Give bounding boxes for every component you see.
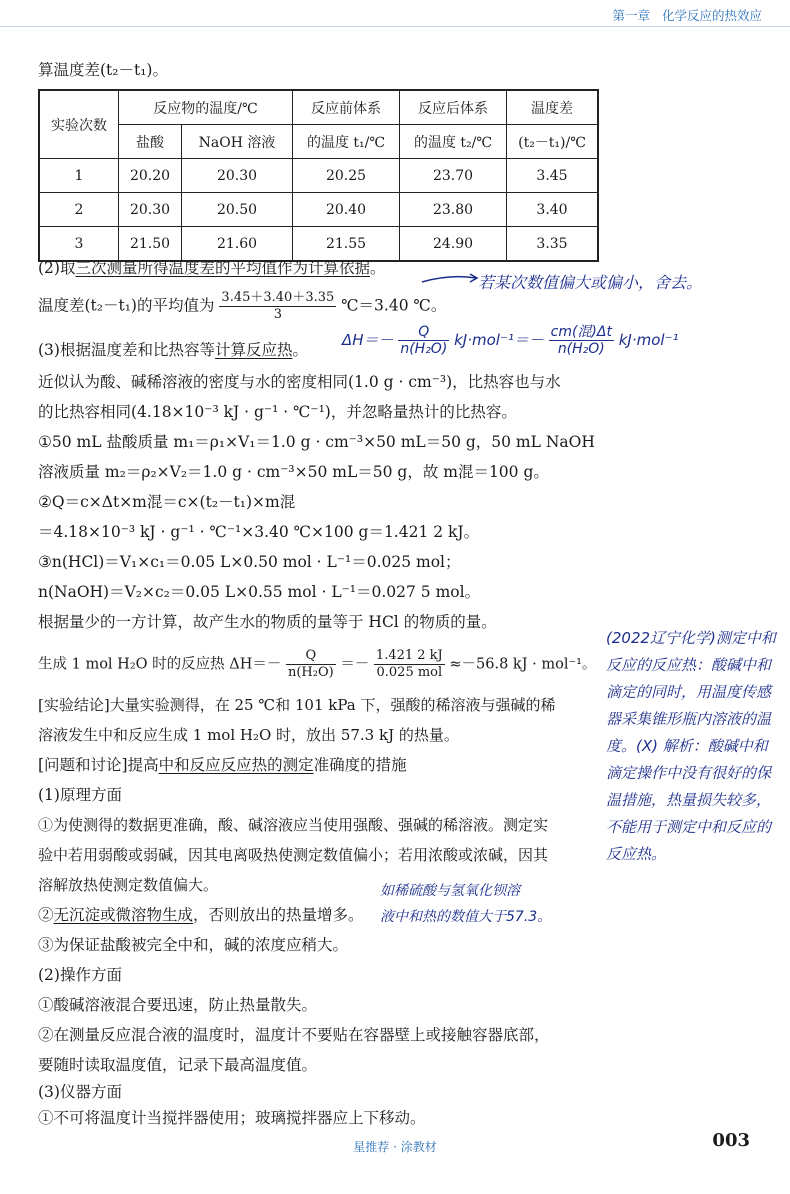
principle-line: 验中若用弱酸或弱碱，因其电离吸热使测定数值偏小；若用浓酸或浓碱，因其 xyxy=(38,846,549,864)
avg-den: 3 xyxy=(273,307,282,322)
cell: 3.40 xyxy=(507,193,599,227)
text-line: 根据量少的一方计算，故产生水的物质的量等于 HCl 的物质的量。 xyxy=(38,613,497,631)
header-divider xyxy=(0,26,790,27)
text-line: ②Q＝c×Δt×m混＝c×(t₂－t₁)×m混 xyxy=(38,493,296,511)
chapter-title: 化学反应的热效应 xyxy=(661,8,762,23)
avg-prefix: 温度差(t₂－t₁)的平均值为 xyxy=(38,296,215,315)
instrument-line: ①不可将温度计当搅拌器使用；玻璃搅拌器应上下移动。 xyxy=(38,1109,426,1127)
step-3 xyxy=(38,340,308,360)
discussion-heading: [问题和讨论]提高中和反应反应热的测定准确度的措施 xyxy=(38,756,407,774)
th-hcl: 盐酸 xyxy=(119,125,182,159)
th-after-1: 反应后体系 xyxy=(400,90,507,125)
experiment-table xyxy=(38,89,599,262)
intro-line: 算温度差(t₂－t₁)。 xyxy=(38,61,168,79)
footer-brand: 星推荐 · 涂教材 xyxy=(353,1140,437,1154)
avg-suffix: ℃＝3.40 ℃。 xyxy=(341,296,447,315)
step-2 xyxy=(38,258,386,278)
conclusion-line: 溶液发生中和反应生成 1 mol H₂O 时，放出 57.3 kJ 的热量。 xyxy=(38,726,459,744)
cell: 21.55 xyxy=(293,227,400,262)
cell: 23.80 xyxy=(400,193,507,227)
text-line: ①50 mL 盐酸质量 m₁＝ρ₁×V₁＝1.0 g · cm⁻³×50 mL＝50 g，50 mL NaOH xyxy=(38,433,595,451)
operation-line: 要随时读取温度值，记录下最高温度值。 xyxy=(38,1056,318,1074)
cell: 20.50 xyxy=(182,193,293,227)
cell: 23.70 xyxy=(400,159,507,193)
th-diff-2: (t₂－t₁)/℃ xyxy=(507,125,599,159)
cell: 20.40 xyxy=(293,193,400,227)
avg-fraction xyxy=(219,290,336,323)
s3-underlined: 计算反应热 xyxy=(214,341,293,359)
cell: 3 xyxy=(39,227,119,262)
operation-line: ②在测量反应混合液的温度时，温度计不要贴在容器壁上或接触容器底部， xyxy=(38,1026,550,1044)
operation-title: (2)操作方面 xyxy=(38,966,122,984)
th-diff-1: 温度差 xyxy=(507,90,599,125)
handwritten-arrow xyxy=(420,272,480,288)
s2-suffix: 。 xyxy=(369,259,386,277)
th-after-2: 的温度 t₂/℃ xyxy=(400,125,507,159)
handwritten-note-discard: 若某次数值偏大或偏小，舍去。 xyxy=(478,273,703,292)
s2-prefix: (2)取 xyxy=(38,259,76,277)
cell: 3.45 xyxy=(507,159,599,193)
th-naoh: NaOH 溶液 xyxy=(182,125,293,159)
average-line xyxy=(38,290,446,323)
text-line: ③n(HCl)＝V₁×c₁＝0.05 L×0.50 mol · L⁻¹＝0.025 mol； xyxy=(38,553,461,571)
table-row xyxy=(39,227,598,262)
conclusion-line: [实验结论]大量实验测得，在 25 ℃和 101 kPa 下，强酸的稀溶液与强碱的稀 xyxy=(38,696,556,714)
cell: 20.30 xyxy=(182,159,293,193)
chapter-label: 第一章 xyxy=(612,8,650,23)
text-line: 溶液质量 m₂＝ρ₂×V₂＝1.0 g · cm⁻³×50 mL＝50 g，故 m混＝100 g。 xyxy=(38,463,549,481)
handwritten-note-sulfuric: 如稀硫酸与氢氧化钡溶 xyxy=(380,883,520,899)
principle-line: ③为保证盐酸被完全中和，碱的浓度应稍大。 xyxy=(38,936,349,954)
principle-line: ①为使测得的数据更准确，酸、碱溶液应当使用强酸、强碱的稀溶液。测定实 xyxy=(38,816,549,834)
table-row xyxy=(39,159,598,193)
table-row xyxy=(39,193,598,227)
cell: 20.25 xyxy=(293,159,400,193)
cell: 1 xyxy=(39,159,119,193)
cell: 20.30 xyxy=(119,193,182,227)
avg-num: 3.45＋3.40＋3.35 xyxy=(221,290,335,305)
cell: 24.90 xyxy=(400,227,507,262)
text-line: ＝4.18×10⁻³ kJ · g⁻¹ · ℃⁻¹×3.40 ℃×100 g＝1.421 2 kJ。 xyxy=(38,523,480,541)
cell: 21.50 xyxy=(119,227,182,262)
principle-line: 溶解放热使测定数值偏大。 xyxy=(38,876,219,894)
page-header xyxy=(612,6,762,24)
s2-underlined: 三次测量所得温度差的平均值作为计算依据 xyxy=(75,259,370,277)
handwritten-formula: ΔH＝－ $\frac{Q}{\text{n(H₂O)}}$ kJ·mol⁻¹＝－ $\frac{\text{cm(混)Δt}}{\text{n(H₂O)}}$ kJ·mol⁻¹ xyxy=(342,324,679,357)
cell: 3.35 xyxy=(507,227,599,262)
s3-prefix: (3)根据温度差和比热容等 xyxy=(38,341,215,359)
page-number: 003 xyxy=(712,1130,750,1151)
th-before-2: 的温度 t₁/℃ xyxy=(293,125,400,159)
principle-line: ②无沉淀或微溶物生成，否则放出的热量增多。 xyxy=(38,906,364,924)
text-line: n(NaOH)＝V₂×c₂＝0.05 L×0.55 mol · L⁻¹＝0.027 5 mol。 xyxy=(38,583,481,601)
cell: 20.20 xyxy=(119,159,182,193)
text-line: 近似认为酸、碱稀溶液的密度与水的密度相同(1.0 g · cm⁻³)，比热容也与水 xyxy=(38,373,561,391)
heat-line: 生成 1 mol H₂O 时的反应热 ΔH＝－ $\frac{Q}{\text{n(H₂O)}}$ ＝－ $\frac{1.421 2 kJ}{\text{0.025 mol}}$ ≈－56.8 kJ · mol⁻¹。 xyxy=(38,648,597,680)
th-before-1: 反应前体系 xyxy=(293,90,400,125)
principle-title: (1)原理方面 xyxy=(38,786,122,804)
instrument-title: (3)仪器方面 xyxy=(38,1083,122,1101)
cell: 21.60 xyxy=(182,227,293,262)
handwritten-note-sulfuric-2: 液中和热的数值大于57.3。 xyxy=(380,909,552,925)
cell: 2 xyxy=(39,193,119,227)
th-trial: 实验次数 xyxy=(39,90,119,159)
text-line: 的比热容相同(4.18×10⁻³ kJ · g⁻¹ · ℃⁻¹)，并忽略量热计的比热容。 xyxy=(38,403,517,421)
th-react-temp: 反应物的温度/℃ xyxy=(119,90,293,125)
operation-line: ①酸碱溶液混合要迅速，防止热量散失。 xyxy=(38,996,318,1014)
handwritten-side-note: (2022辽宁化学)测定中和反应的反应热：酸碱中和滴定的同时，用温度传感器采集锥形瓶内溶液的温度。(X) 解析：酸碱中和滴定操作中没有很好的保温措施，热量损失较多，不能用于测定中和反应的反应热。 xyxy=(606,629,776,863)
s3-suffix: 。 xyxy=(292,341,308,359)
